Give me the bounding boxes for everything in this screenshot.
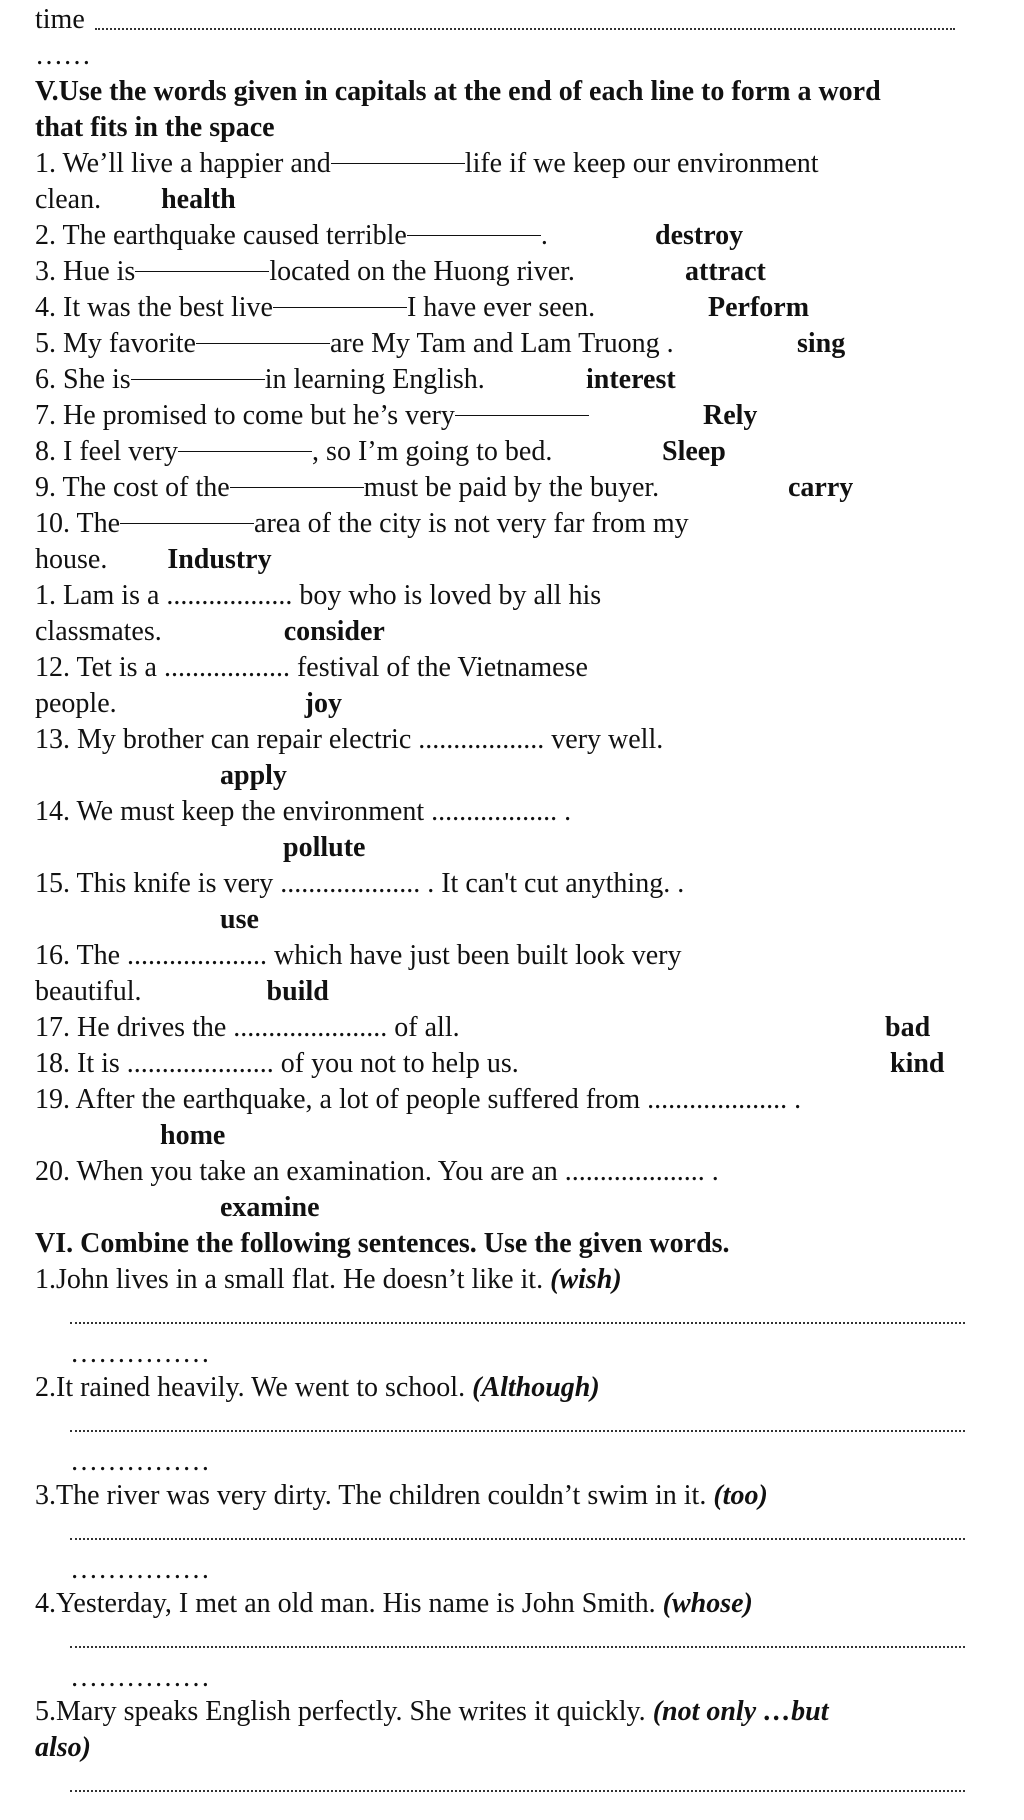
exercise-item-6	[35, 366, 485, 394]
item-text: people.	[35, 688, 117, 719]
given-word-cont: also)	[35, 1732, 91, 1763]
exercise-item-4	[35, 294, 595, 322]
answer-blank[interactable]	[273, 307, 407, 308]
item-text: 9. The cost of the	[35, 472, 230, 503]
item-text: 4. It was the best live	[35, 292, 273, 323]
given-word: pollute	[283, 832, 366, 863]
exercise-item-11: 1. Lam is a .................. boy who is loved by all his	[35, 580, 602, 611]
item-text: area of the city is not very far from my	[254, 508, 689, 539]
section-v-heading: V.Use the words given in capitals at the end of each line to form a word	[35, 76, 881, 107]
answer-blank[interactable]	[196, 343, 330, 344]
answer-blank[interactable]	[230, 487, 364, 488]
answer-blank[interactable]	[455, 415, 589, 416]
continued-line	[35, 6, 85, 34]
item-text: 5.Mary speaks English perfectly. She writes it quickly.	[35, 1696, 646, 1727]
item-text: 3.The river was very dirty. The children couldn’t swim in it.	[35, 1480, 707, 1511]
given-word: home	[160, 1120, 226, 1151]
exercise-item-17: 17. He drives the ...................... of all.	[35, 1012, 460, 1043]
exercise-item-18: 18. It is ..................... of you not to help us.	[35, 1048, 519, 1079]
item-text: must be paid by the buyer.	[363, 472, 660, 503]
given-word: (not only …but	[652, 1696, 829, 1727]
given-word: attract	[685, 256, 766, 287]
given-word: build	[266, 976, 329, 1007]
exercise-item-1	[35, 150, 819, 178]
item-text: in learning English.	[264, 364, 485, 395]
given-word: (wish)	[550, 1264, 622, 1295]
item-text: classmates.	[35, 616, 162, 647]
item-text: 1.John lives in a small flat. He doesn’t like it.	[35, 1264, 544, 1295]
given-word: apply	[220, 760, 287, 791]
section-vi-heading: VI. Combine the following sentences. Use the given words.	[35, 1228, 730, 1259]
answer-dots-cont: ……………	[70, 1338, 210, 1369]
exercise-item-10-cont	[35, 546, 272, 574]
answer-blank[interactable]	[135, 271, 269, 272]
answer-dotted-line[interactable]	[70, 1322, 965, 1324]
exercise-item-14: 14. We must keep the environment .................. .	[35, 796, 572, 827]
item-text: 7. He promised to come but he’s very	[35, 400, 455, 431]
answer-dotted-line[interactable]	[70, 1790, 965, 1792]
answer-blank[interactable]	[178, 451, 312, 452]
answer-blank[interactable]	[407, 235, 541, 236]
item-text: 8. I feel very	[35, 436, 179, 467]
given-word: destroy	[655, 220, 744, 251]
item-text: 2.It rained heavily. We went to school.	[35, 1372, 466, 1403]
exercise-item-5	[35, 330, 674, 358]
combine-item-5	[35, 1698, 829, 1726]
item-text: I have ever seen.	[406, 292, 596, 323]
given-word: Perform	[708, 292, 810, 323]
item-text: beautiful.	[35, 976, 142, 1007]
item-text: life if we keep our environment	[464, 148, 819, 179]
exercise-item-11-cont	[35, 618, 385, 646]
item-text: 5. My favorite	[35, 328, 196, 359]
given-word: (too)	[713, 1480, 768, 1511]
answer-dots-cont: ……………	[70, 1554, 210, 1585]
item-text: are My Tam and Lam Truong .	[329, 328, 674, 359]
combine-item-3	[35, 1482, 768, 1510]
given-word: (Although)	[472, 1372, 600, 1403]
combine-item-4	[35, 1590, 753, 1618]
continued-dots: ……	[35, 40, 91, 71]
exercise-item-7	[35, 402, 589, 430]
item-text: 10. The	[35, 508, 121, 539]
exercise-item-10	[35, 510, 689, 538]
exercise-item-16: 16. The .................... which have just been built look very	[35, 940, 682, 971]
item-text: .	[540, 220, 548, 251]
item-text: house.	[35, 544, 108, 575]
exercise-item-16-cont	[35, 978, 329, 1006]
given-word: health	[161, 184, 236, 215]
given-word: kind	[890, 1048, 945, 1079]
item-text: , so I’m going to bed.	[312, 436, 553, 467]
exercise-item-8	[35, 438, 552, 466]
exercise-item-20: 20. When you take an examination. You are an .................... .	[35, 1156, 719, 1187]
given-word: use	[220, 904, 259, 935]
answer-blank[interactable]	[120, 523, 254, 524]
given-word: Sleep	[662, 436, 726, 467]
answer-dotted-line[interactable]	[70, 1430, 965, 1432]
given-word: consider	[283, 616, 385, 647]
answer-dots-cont: ……………	[70, 1662, 210, 1693]
combine-item-2	[35, 1374, 600, 1402]
item-text: 4.Yesterday, I met an old man. His name is John Smith.	[35, 1588, 656, 1619]
given-word: examine	[220, 1192, 320, 1223]
exercise-item-19: 19. After the earthquake, a lot of people suffered from .................... .	[35, 1084, 802, 1115]
item-text: 1. We’ll live a happier and	[35, 148, 331, 179]
exercise-item-9	[35, 474, 659, 502]
exercise-item-13: 13. My brother can repair electric .................. very well.	[35, 724, 664, 755]
given-word: joy	[304, 688, 342, 719]
continued-line-prefix: time	[35, 4, 85, 35]
exercise-item-1-cont	[35, 186, 236, 214]
answer-blank[interactable]	[131, 379, 265, 380]
answer-dots-cont: ……………	[70, 1446, 210, 1477]
given-word: bad	[885, 1012, 931, 1043]
exercise-item-3	[35, 258, 575, 286]
given-word: Rely	[703, 400, 758, 431]
item-text: 3. Hue is	[35, 256, 136, 287]
given-word: carry	[788, 472, 854, 503]
item-text: clean.	[35, 184, 102, 215]
answer-blank[interactable]	[331, 163, 465, 164]
given-word: (whose)	[662, 1588, 753, 1619]
exercise-item-12: 12. Tet is a .................. festival of the Vietnamese	[35, 652, 588, 683]
answer-dotted-line	[95, 28, 955, 30]
section-v-heading-cont: that fits in the space	[35, 112, 275, 143]
exercise-item-12-cont	[35, 690, 342, 718]
given-word: sing	[797, 328, 846, 359]
given-word: interest	[586, 364, 676, 395]
item-text: 2. The earthquake caused terrible	[35, 220, 407, 251]
exercise-item-2	[35, 222, 548, 250]
item-text: 6. She is	[35, 364, 131, 395]
exercise-item-15: 15. This knife is very .................... . It can't cut anything. .	[35, 868, 685, 899]
answer-dotted-line[interactable]	[70, 1538, 965, 1540]
answer-dotted-line[interactable]	[70, 1646, 965, 1648]
given-word: Industry	[167, 544, 272, 575]
combine-item-1	[35, 1266, 622, 1294]
item-text: located on the Huong river.	[269, 256, 575, 287]
